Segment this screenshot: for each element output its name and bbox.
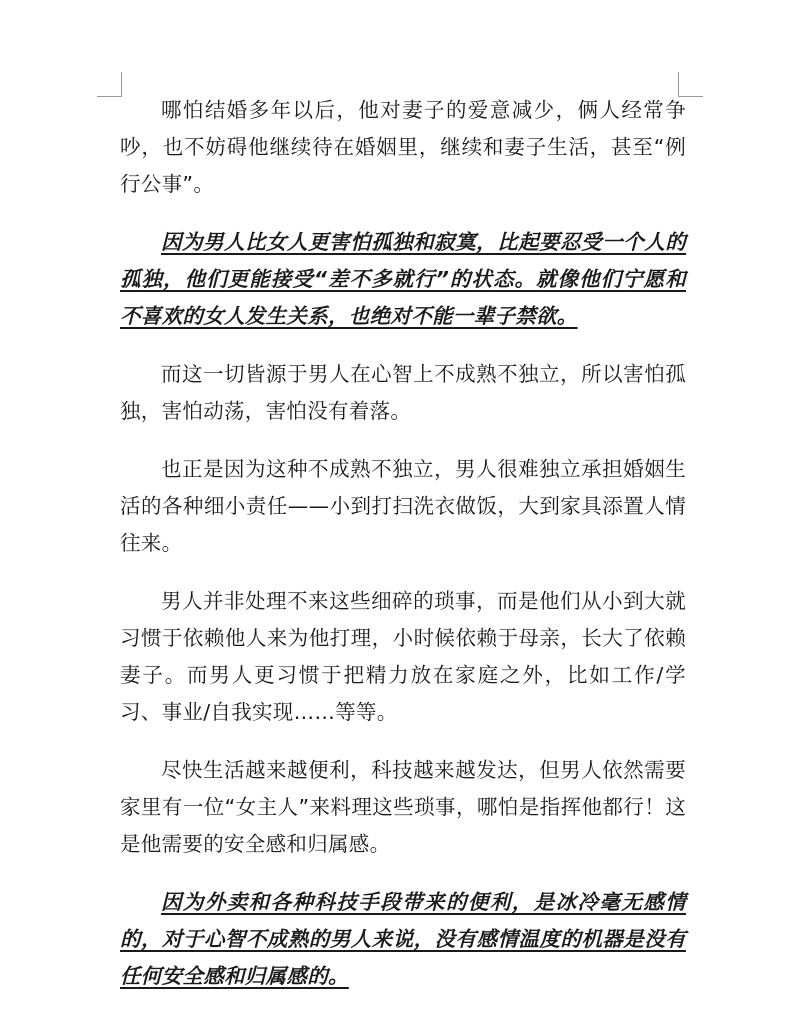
paragraph-3: 而这一切皆源于男人在心智上不成熟不独立，所以害怕孤独，害怕动荡，害怕没有着落。 — [120, 362, 686, 423]
paragraph-4: 也正是因为这种不成熟不独立，男人很难独立承担婚姻生活的各种细小责任——小到打扫洗衣做饭，大到家具添置人情往来。 — [120, 457, 686, 555]
document-body — [120, 92, 686, 1016]
paragraph-5: 男人并非处理不来这些细碎的琐事，而是他们从小到大就习惯于依赖他人来为他打理，小时候依赖于母亲，长大了依赖妻子。而男人更习惯于把精力放在家庭之外，比如工作/学习、事业/自我实现……等等。 — [120, 589, 686, 724]
margin-marker-top-left — [97, 72, 122, 97]
paragraph-7-emphasized: 因为外卖和各种科技手段带来的便利，是冰冷毫无感情的，对于心智不成熟的男人来说，没有感情温度的机器是没有任何安全感和归属感的。 — [120, 890, 686, 988]
paragraph-2-emphasized: 因为男人比女人更害怕孤独和寂寞，比起要忍受一个人的孤独，他们更能接受“差不多就行”的状态。就像他们宁愿和不喜欢的女人发生关系，也绝对不能一辈子禁欲。 — [120, 230, 686, 328]
paragraph-6: 尽快生活越来越便利，科技越来越发达，但男人依然需要家里有一位“女主人”来料理这些琐事，哪怕是指挥他都行！这是他需要的安全感和归属感。 — [120, 758, 686, 856]
paragraph-1: 哪怕结婚多年以后，他对妻子的爱意减少，俩人经常争吵，也不妨碍他继续待在婚姻里，继续和妻子生活，甚至“例行公事”。 — [120, 98, 686, 196]
